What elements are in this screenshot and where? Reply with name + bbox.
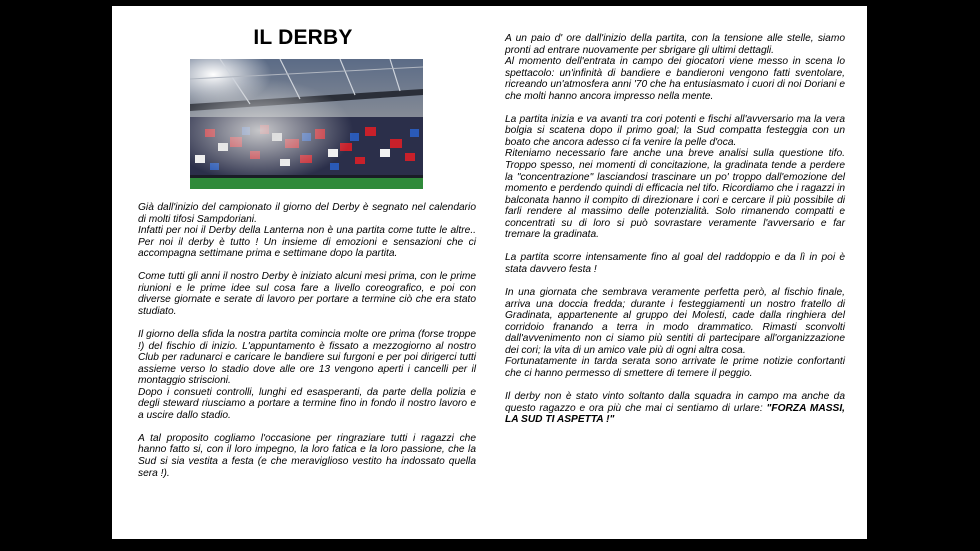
stadium-photo bbox=[190, 59, 423, 189]
closing-slogan: "FORZA MASSI, LA SUD TI ASPETTA !" bbox=[505, 402, 845, 426]
right-paragraph: La partita scorre intensamente fino al goal del raddoppio e da lì in poi è stata davvero festa ! bbox=[505, 252, 845, 275]
left-paragraph: Come tutti gli anni il nostro Derby è iniziato alcuni mesi prima, con le prime riunioni e le prime idee sul cosa fare a livello coreografico, e poi con diverse giornate e serate di lavoro per portare a termine ciò che era stato studiato. bbox=[138, 271, 476, 317]
left-paragraph: Già dall'inizio del campionato il giorno del Derby è segnato nel calendario di molti tifosi Sampdoriani. Infatti per noi il Derby della Lanterna non è una partita come tutte le altre.. Per noi il derby è tutto ! Un insieme di emozioni e sensazioni che ci accompagna settimane prima e settimane dopo la partita. bbox=[138, 202, 476, 260]
left-paragraph: A tal proposito cogliamo l'occasione per ringraziare tutti i ragazzi che hanno fatto si, con il loro impegno, la loro fatica e la loro passione, che la Sud si sia vestita a festa (e che meraviglioso vestito ha indossato quella sera !). bbox=[138, 432, 476, 479]
document-page bbox=[112, 6, 867, 539]
left-paragraph: Il giorno della sfida la nostra partita comincia molte ore prima (forse troppe !) del fischio di inizio. L'appuntamento è fissato a mezzogiorno al nostro Club per radunarci e caricare le bandiere sui furgoni e per poi dirigerci tutti assieme verso lo stadio dove alle ore 13 vengono aperti i cancelli per il montaggio striscioni. Dopo i consueti controlli, lunghi ed esasperanti, da parte della polizia e degli steward riusciamo a portare a termine fino in fondo il nostro lavoro e a uscire dallo stadio. bbox=[138, 329, 476, 421]
page-title: IL DERBY bbox=[253, 26, 353, 49]
right-paragraph: La partita inizia e va avanti tra cori potenti e fischi all'avversario ma la vera bolgia si scatena dopo il primo goal; la Sud compatta festeggia con un boato che ancora adesso ci fa venire la pelle d'oca. Riteniamo necessario fare anche una breve analisi sulla questione tifo. Troppo spesso, nei momenti di concitazione, la gradinata tende a perdere la "concentrazione" lasciandosi trascinare un po' troppo dall'emozione del momento e perdendo quindi di efficacia nel tifo. Ricordiamo che i ragazzi in balconata hanno il compito di direzionare i cori e cercare il più possibile di farli rendere al massimo delle potenzialità. Solo rimanendo compatti e concentrati su di loro si può sovrastare veramente l'avversario e far tremare la gradinata. bbox=[505, 113, 845, 241]
right-column-text bbox=[505, 33, 845, 437]
right-paragraph: A un paio d' ore dall'inizio della partita, con la tensione alle stelle, siamo pronti ad entrare nuovamente per sbrigare gli ultimi dettagli. Al momento dell'entrata in campo dei giocatori viene messo in scena lo spettacolo: un'infinità di bandiere e bandieroni vengono fatti sventolare, ricreando un'atmosfera anni '70 che ha entusiasmato i cuori di noi Doriani e che molti hanno ancora impresso nella mente. bbox=[505, 33, 845, 102]
right-paragraph: In una giornata che sembrava veramente perfetta però, al fischio finale, arriva una doccia fredda; durante i festeggiamenti un nostro fratello di Gradinata, appartenente al gruppo dei Molesti, cade dalla ringhiera del corridoio franando a terra in modo drammatico. Rimasti sconvolti dall'avvenimento non ci siamo più sentiti di partecipare all'organizzazione dei cori; la vita di un amico vale più di ogni altra cosa. Fortunatamente in tarda serata sono arrivate le prime notizie confortanti che ci hanno permesso di smettere di temere il peggio. bbox=[505, 287, 845, 379]
closing-paragraph bbox=[505, 391, 845, 426]
left-column-text bbox=[138, 202, 476, 491]
closing-text: Il derby non è stato vinto soltanto dalla squadra in campo ma anche da questo ragazzo e ora più che mai ci sentiamo di urlare: bbox=[505, 390, 845, 414]
